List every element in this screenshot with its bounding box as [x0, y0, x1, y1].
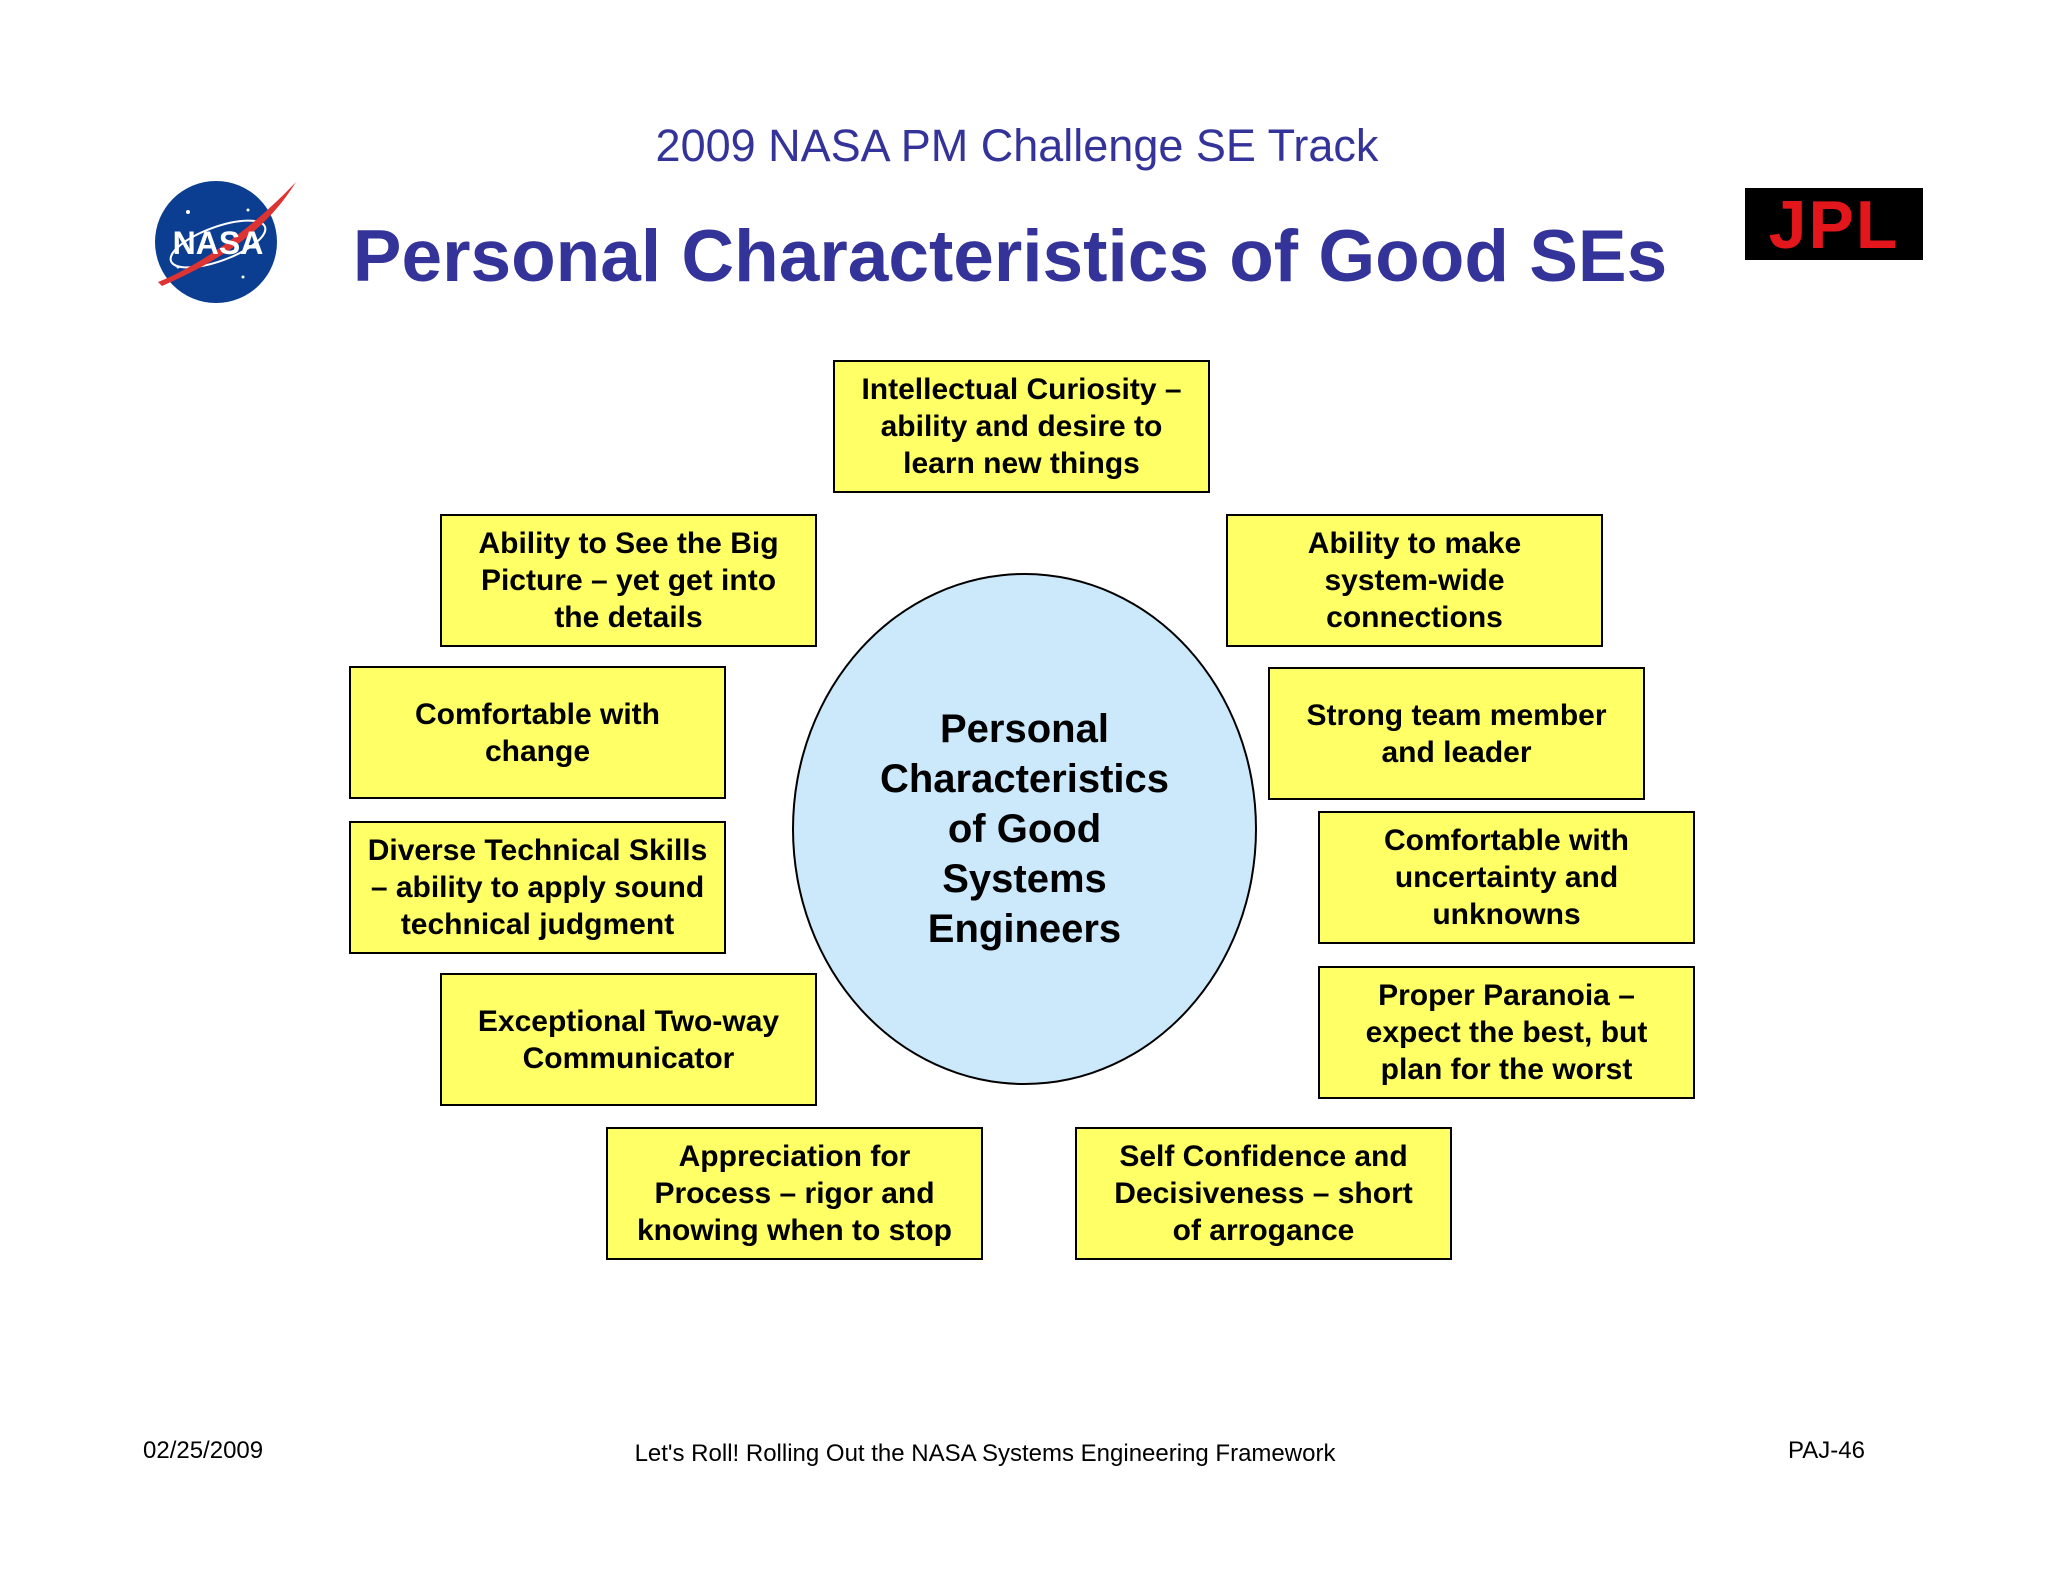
- characteristic-box: Ability to See the Big Picture – yet get into the details: [440, 514, 817, 647]
- characteristic-box: Appreciation for Process – rigor and knowing when to stop: [606, 1127, 983, 1260]
- nasa-logo-text: NASA: [172, 225, 264, 261]
- jpl-logo-text: JPL: [1768, 188, 1900, 260]
- nasa-logo: [148, 172, 308, 312]
- characteristic-box: Intellectual Curiosity – ability and desire to learn new things: [833, 360, 1210, 493]
- footer-date: 02/25/2009: [143, 1437, 264, 1464]
- jpl-logo: [1745, 188, 1923, 260]
- footer-title: Let's Roll! Rolling Out the NASA Systems Engineering Framework: [634, 1440, 1336, 1467]
- characteristic-box: Proper Paranoia – expect the best, but plan for the worst: [1318, 966, 1695, 1099]
- characteristic-box: Comfortable with change: [349, 666, 726, 799]
- characteristic-box: Self Confidence and Decisiveness – short of arrogance: [1075, 1127, 1452, 1260]
- characteristic-box: Diverse Technical Skills – ability to apply sound technical judgment: [349, 821, 726, 954]
- center-circle: Personal Characteristics of Good Systems Engineers: [792, 573, 1257, 1085]
- track-title: 2009 NASA PM Challenge SE Track: [655, 120, 1379, 171]
- characteristic-box: Exceptional Two-way Communicator: [440, 973, 817, 1106]
- characteristic-box: Comfortable with uncertainty and unknowns: [1318, 811, 1695, 944]
- footer-page-number: PAJ-46: [1788, 1437, 1865, 1464]
- page-title: Personal Characteristics of Good SEs: [352, 216, 1668, 297]
- characteristic-box: Strong team member and leader: [1268, 667, 1645, 800]
- characteristic-box: Ability to make system-wide connections: [1226, 514, 1603, 647]
